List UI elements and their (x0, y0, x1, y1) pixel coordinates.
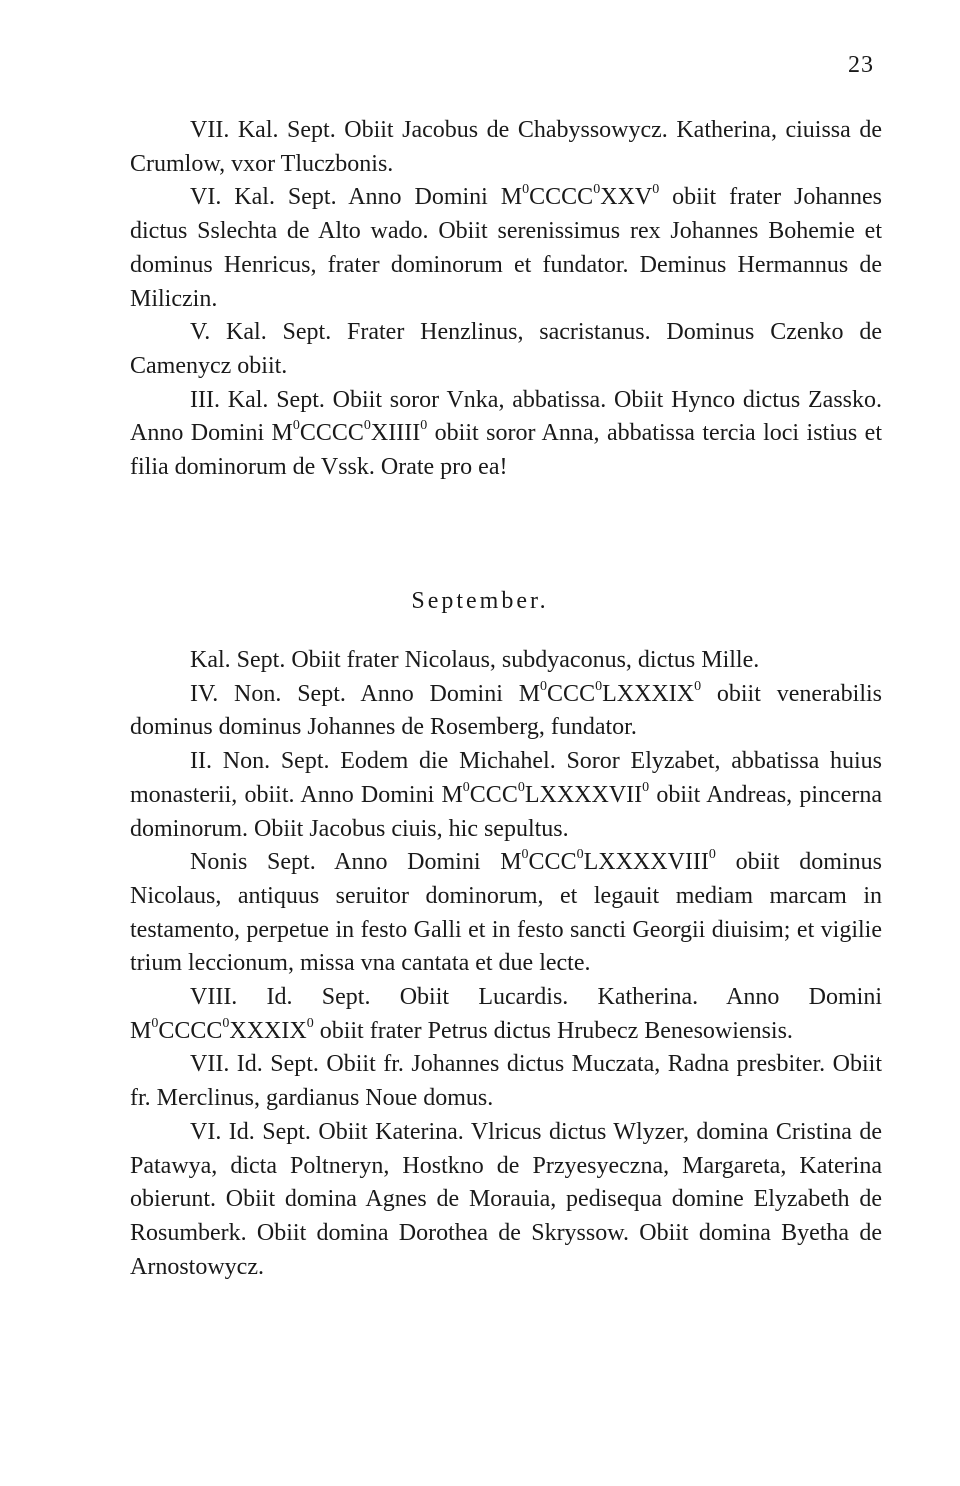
entry-nonis-sept: Nonis Sept. Anno Domini $M^0CCC^0LXXXXVIII^0$ obiit dominus Nicolaus, antiquus seruitor dominorum, et legauit mediam marcam in testamento, perpetue in festo Galli et in festo sancti Georgii diuisim; et vigilie trium leccionum, missa vna cantata et due lecte. (130, 847, 882, 977)
page-number: 23 (848, 52, 874, 78)
entry-kal-sept: Kal. Sept. Obiit frater Nicolaus, subdyaconus, dictus Mille. (190, 647, 760, 673)
entry-iii-kal-sept: III. Kal. Sept. Obiit soror Vnka, abbatissa. Obiit Hynco dictus Zassko. Anno Domini $M^0CCCC^0XIIII^0$ obiit soror Anna, abbatissa tercia loci istius et filia dominorum de Vssk. Orate pro ea! (130, 386, 882, 481)
entry-vi-kal-sept: VI. Kal. Sept. Anno Domini $M^0CCCC^0XXV^0$ obiit frater Johannes dictus Sslechta de Alto wado. Obiit serenissimus rex Johannes Bohemie et dominus Henricus, frater dominorum et fundator. Deminus Hermannus de Miliczin. (130, 182, 883, 312)
entry-vi-id-sept: VI. Id. Sept. Obiit Katerina. Vlricus dictus Wlyzer, domina Cristina de Patawya, dicta Poltneryn, Hostkno de Przyesyeczna, Margareta, Katerina obierunt. Obiit domina Agnes de Morauia, pedisequa domine Elyzabeth de Rosumberk. Obiit domina Dorothea de Skryssow. Obiit domina Byetha de Arnostowycz. (130, 1118, 882, 1280)
entry-viii-id-sept: VIII. Id. Sept. Obiit Lucardis. Katherina. Anno Domini $M^0CCCC^0XXXIX^0$ obiit frater Petrus dictus Hrubecz Benesowiensis. (130, 984, 882, 1044)
entry-vii-kal-sept: VII. Kal. Sept. Obiit Jacobus de Chabyssowycz. Katherina, ciuissa de Crumlow, vxor Tluczbonis. (130, 117, 882, 177)
entry-v-kal-sept: V. Kal. Sept. Frater Henzlinus, sacristanus. Dominus Czenko de Camenycz obiit. (130, 319, 882, 379)
entry-vii-id-sept: VII. Id. Sept. Obiit fr. Johannes dictus Muczata, Radna presbiter. Obiit fr. Merclinus, gardianus Noue domus. (130, 1051, 882, 1112)
entries-september (130, 644, 882, 1284)
entry-ii-non-sept: II. Non. Sept. Eodem die Michahel. Soror Elyzabet, abbatissa huius monasterii, obiit. Anno Domini $M^0CCC^0LXXXXVII^0$ obiit Andreas, pincerna dominorum. Obiit Jacobus ciuis, hic sepultus. (130, 748, 883, 842)
section-heading: September. (411, 588, 549, 614)
entries-august (130, 114, 882, 485)
entry-iv-non-sept: IV. Non. Sept. Anno Domini $M^0CCC^0LXXXIX^0$ obiit venerabilis dominus dominus Johannes de Rosemberg, fundator. (130, 678, 883, 741)
